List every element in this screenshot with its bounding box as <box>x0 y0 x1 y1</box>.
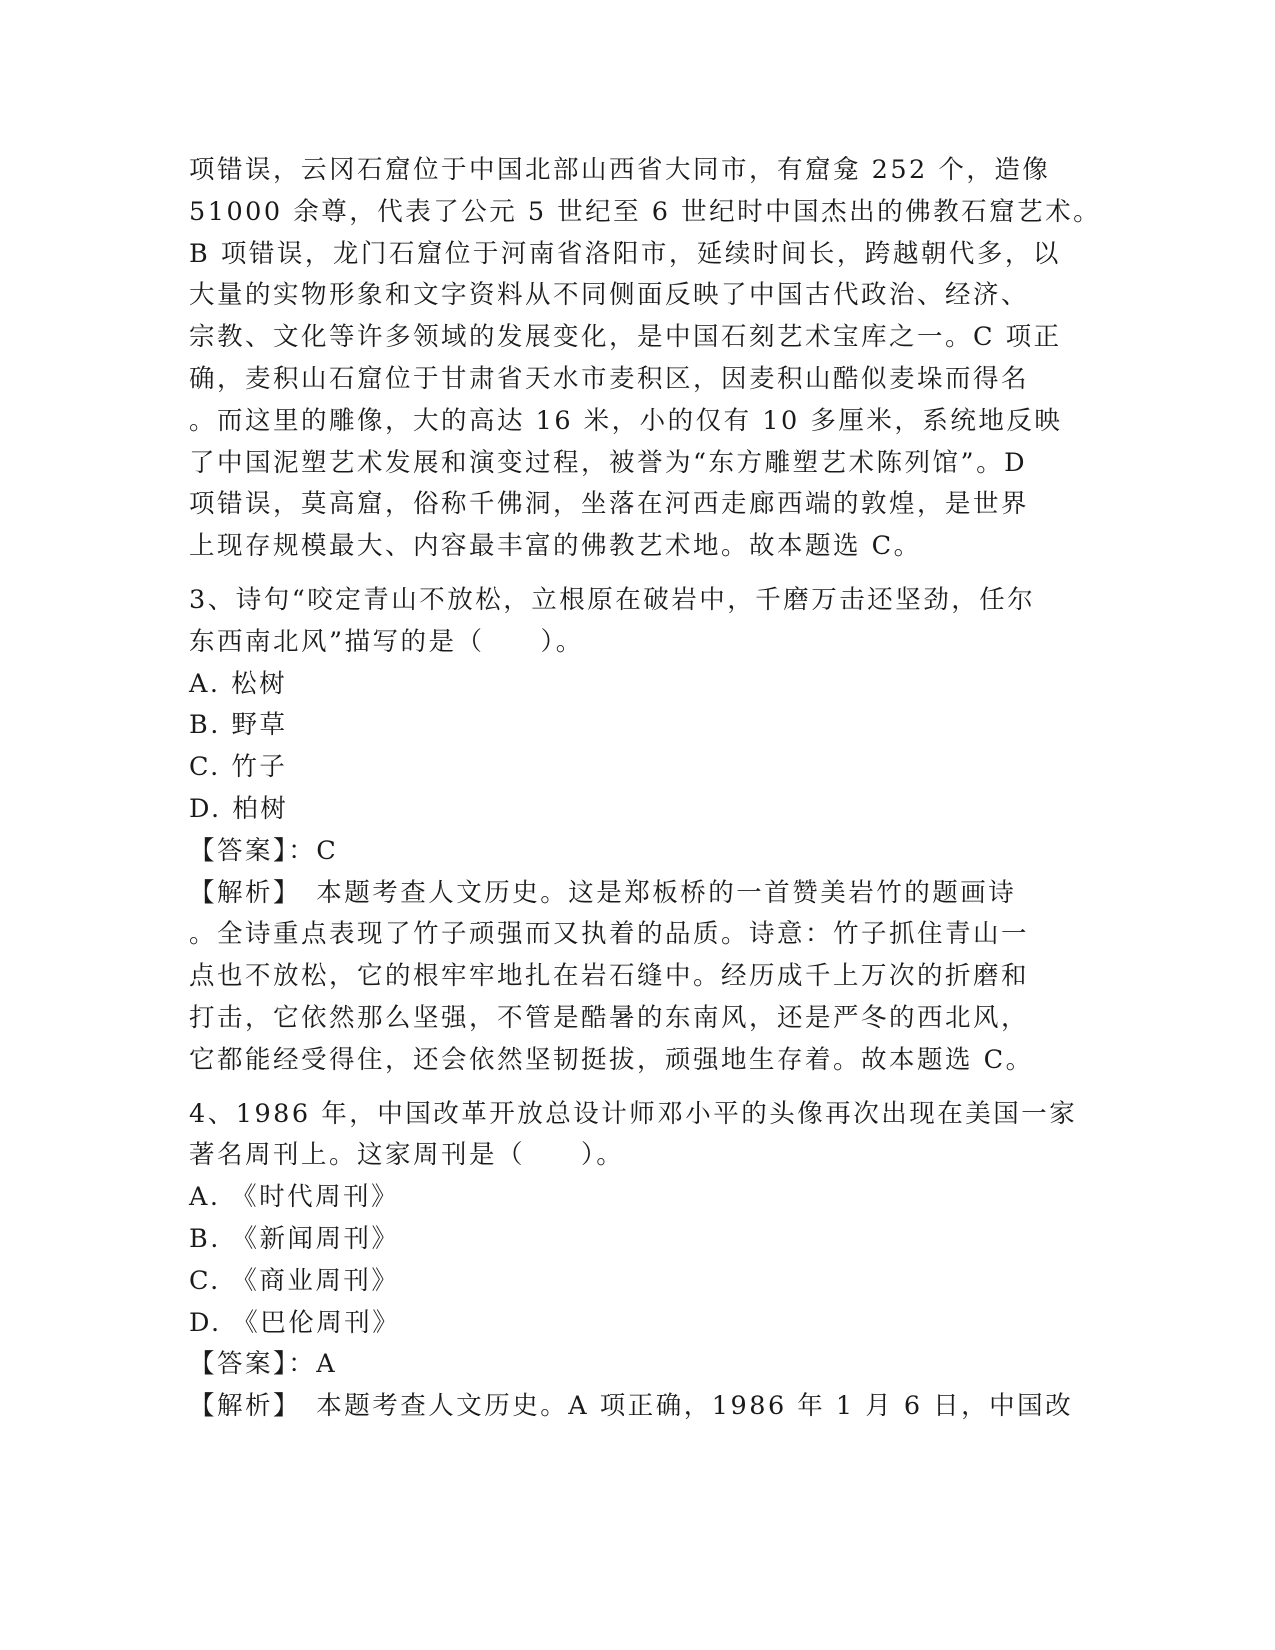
analysis-line: 点也不放松，它的根牢牢地扎在岩石缝中。经历成千上万次的折磨和 <box>189 961 1030 992</box>
option-b: B. 《新闻周刊》 <box>189 1223 400 1254</box>
text-line: 。而这里的雕像，大的高达 16 米，小的仅有 10 多厘米，系统地反映 <box>189 405 1063 436</box>
option-a: A. 松树 <box>189 668 288 699</box>
question-stem: 4、1986 年，中国改革开放总设计师邓小平的头像再次出现在美国一家 <box>189 1098 1078 1129</box>
question-stem: 著名周刊上。这家周刊是（ ）。 <box>189 1140 625 1171</box>
text-line: 项错误，莫高窟，俗称千佛洞，坐落在河西走廊西端的敦煌，是世界 <box>189 489 1030 520</box>
text-line: 了中国泥塑艺术发展和演变过程，被誉为“东方雕塑艺术陈列馆”。D <box>189 447 1028 478</box>
question-4 <box>189 1094 1085 1428</box>
question-stem: 东西南北风”描写的是（ ）。 <box>189 626 584 657</box>
q2-explanation-continued <box>189 150 1102 568</box>
option-d: D. 《巴伦周刊》 <box>189 1307 401 1338</box>
question-3 <box>189 580 1085 1082</box>
option-c: C. 竹子 <box>189 752 288 783</box>
question-stem: 3、诗句“咬定青山不放松，立根原在破岩中，千磨万击还坚劲，任尔 <box>189 584 1036 615</box>
answer-line: 【答案】：C <box>189 835 339 866</box>
text-line: 项错误，云冈石窟位于中国北部山西省大同市，有窟龛 252 个，造像 <box>189 155 1051 185</box>
section-gap <box>189 568 1085 580</box>
analysis-line: 打击，它依然那么坚强，不管是酷暑的东南风，还是严冬的西北风， <box>189 1002 1030 1033</box>
option-c: C. 《商业周刊》 <box>189 1265 400 1296</box>
option-d: D. 柏树 <box>189 793 289 824</box>
section-gap <box>189 1082 1085 1094</box>
analysis-line: 【解析】 本题考查人文历史。这是郑板桥的一首赞美岩竹的题画诗 <box>189 877 1017 908</box>
text-line: B 项错误，龙门石窟位于河南省洛阳市，延续时间长，跨越朝代多，以 <box>189 238 1061 269</box>
option-b: B. 野草 <box>189 710 288 741</box>
text-line: 上现存规模最大、内容最丰富的佛教艺术地。故本题选 C。 <box>189 531 922 562</box>
analysis-line: 它都能经受得住，还会依然坚韧挺拔，顽强地生存着。故本题选 C。 <box>189 1044 1034 1075</box>
text-line: 确，麦积山石窟位于甘肃省天水市麦积区，因麦积山酷似麦垛而得名 <box>189 363 1030 394</box>
option-a: A. 《时代周刊》 <box>189 1182 400 1213</box>
text-line: 51000 余尊，代表了公元 5 世纪至 6 世纪时中国杰出的佛教石窟艺术。 <box>189 196 1102 227</box>
analysis-line: 【解析】 本题考查人文历史。A 项正确，1986 年 1 月 6 日，中国改 <box>189 1391 1074 1422</box>
text-line: 大量的实物形象和文字资料从不同侧面反映了中国古代政治、经济、 <box>189 280 1030 311</box>
text-line: 宗教、文化等许多领域的发展变化，是中国石刻艺术宝库之一。C 项正 <box>189 322 1062 353</box>
analysis-line: 。全诗重点表现了竹子顽强而又执着的品质。诗意：竹子抓住青山一 <box>189 919 1030 950</box>
answer-line: 【答案】：A <box>189 1349 338 1380</box>
